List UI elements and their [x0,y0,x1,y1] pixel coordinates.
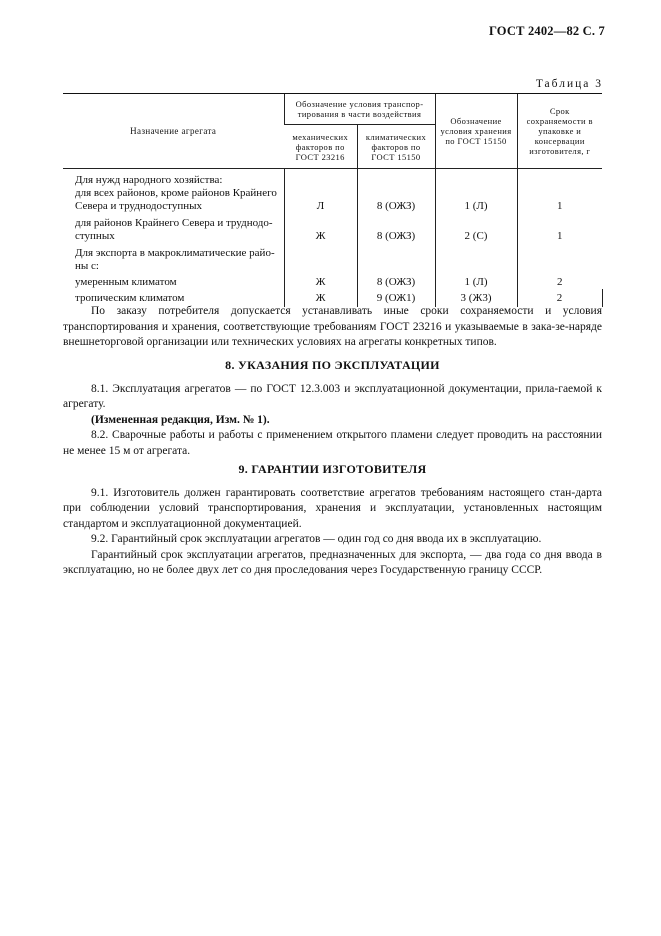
paragraph-8-2: 8.2. Сварочные работы и работы с применением открытого пламени следует проводить на расстоянии не менее 15 м от агрегата. [63,429,602,457]
amendment-note: (Измененная редакция, Изм. № 1). [91,413,270,426]
cell-purpose: Для нужд народного хозяйства: [75,174,223,186]
cell-mech: Ж [284,273,357,289]
col-header-storage: Обозначение условия хранения по ГОСТ 15150 [435,94,517,169]
cell-storage: 2 (С) [435,213,517,243]
cell-clim [357,169,435,188]
cell-mech: Ж [284,213,357,243]
col-header-mech: механических факторов по ГОСТ 23216 [284,125,357,169]
cell-purpose: Для экспорта в макроклиматические райо-ны с: [75,247,275,272]
table-row [63,243,602,273]
cell-purpose: тропическим климатом [75,292,185,304]
section-9-title: 9. ГАРАНТИИ ИЗГОТОВИТЕЛЯ [238,462,427,476]
table-caption: Таблица 3 [535,78,603,90]
table-row [63,213,602,243]
cell-clim: 9 (ОЖ1) [357,289,435,307]
cell-purpose: для районов Крайнего Севера и труднодо-ступных [75,217,273,242]
cell-term: 2 [517,273,602,289]
section-9 [63,462,602,579]
section-8-title: 8. УКАЗАНИЯ ПО ЭКСПЛУАТАЦИИ [225,358,440,372]
section-8 [63,358,602,459]
cell-purpose: умеренным климатом [75,276,177,288]
table-3 [63,93,603,307]
cell-term: 1 [517,187,602,213]
cell-storage: 1 (Л) [435,187,517,213]
paragraph-order: По заказу потребителя допускается устанавливать иные сроки сохраняемости и условия транспортирования и хранения, соответствующие требованиям ГОСТ 23216 и указываемые в зака-зе-наряде внешнеторговой организации или технических условиях на агрегаты конкретных типов. [63,305,602,348]
page-header: ГОСТ 2402—82 С. 7 [488,24,605,38]
cell-term: 1 [517,213,602,243]
text-block-order [63,304,602,351]
paragraph-8-1: 8.1. Эксплуатация агрегатов — по ГОСТ 12.3.003 и эксплуатационной документации, прила-гаемой к агрегату. [63,382,602,410]
cell-clim: 8 (ОЖЗ) [357,213,435,243]
paragraph-9-1: 9.1. Изготовитель должен гарантировать соответствие агрегатов требованиям настоящего стан-дарта при соблюдении условий транспортирования, хранения и эксплуатации, установленных настоящим стандартом и эксплуатационной документацией. [63,486,602,530]
cell-storage [435,243,517,273]
col-header-clim: климатических факторов по ГОСТ 15150 [357,125,435,169]
cell-term: 2 [517,289,602,307]
table-row [63,169,602,188]
cell-mech [284,243,357,273]
cell-term [517,169,602,188]
cell-mech [284,169,357,188]
cell-clim [357,243,435,273]
cell-purpose: для всех районов, кроме районов Крайнего Севера и труднодоступных [75,187,277,212]
paragraph-export-warranty: Гарантийный срок эксплуатации агрегатов, предназначенных для экспорта, — два года со дня ввода в эксплуатацию, но не более двух лет со дня проследования через Государственную границу СССР. [63,548,602,576]
paragraph-9-2: 9.2. Гарантийный срок эксплуатации агрегатов — один год со дня ввода их в эксплуатацию. [91,533,542,545]
cell-storage: 3 (Ж3) [435,289,517,307]
table-row [63,273,602,289]
cell-mech: Л [284,187,357,213]
table-row [63,187,602,213]
cell-clim: 8 (ОЖЗ) [357,273,435,289]
cell-term [517,243,602,273]
col-header-purpose: Назначение агрегата [63,94,284,169]
cell-mech: Ж [284,289,357,307]
cell-storage: 1 (Л) [435,273,517,289]
cell-storage [435,169,517,188]
cell-clim: 8 (ОЖЗ) [357,187,435,213]
col-header-transport-group: Обозначение условия транспор-тирования в части воздействия [284,94,435,125]
col-header-term: Срок сохраняемости в упаковке и консервации изготовителя, г [517,94,602,169]
